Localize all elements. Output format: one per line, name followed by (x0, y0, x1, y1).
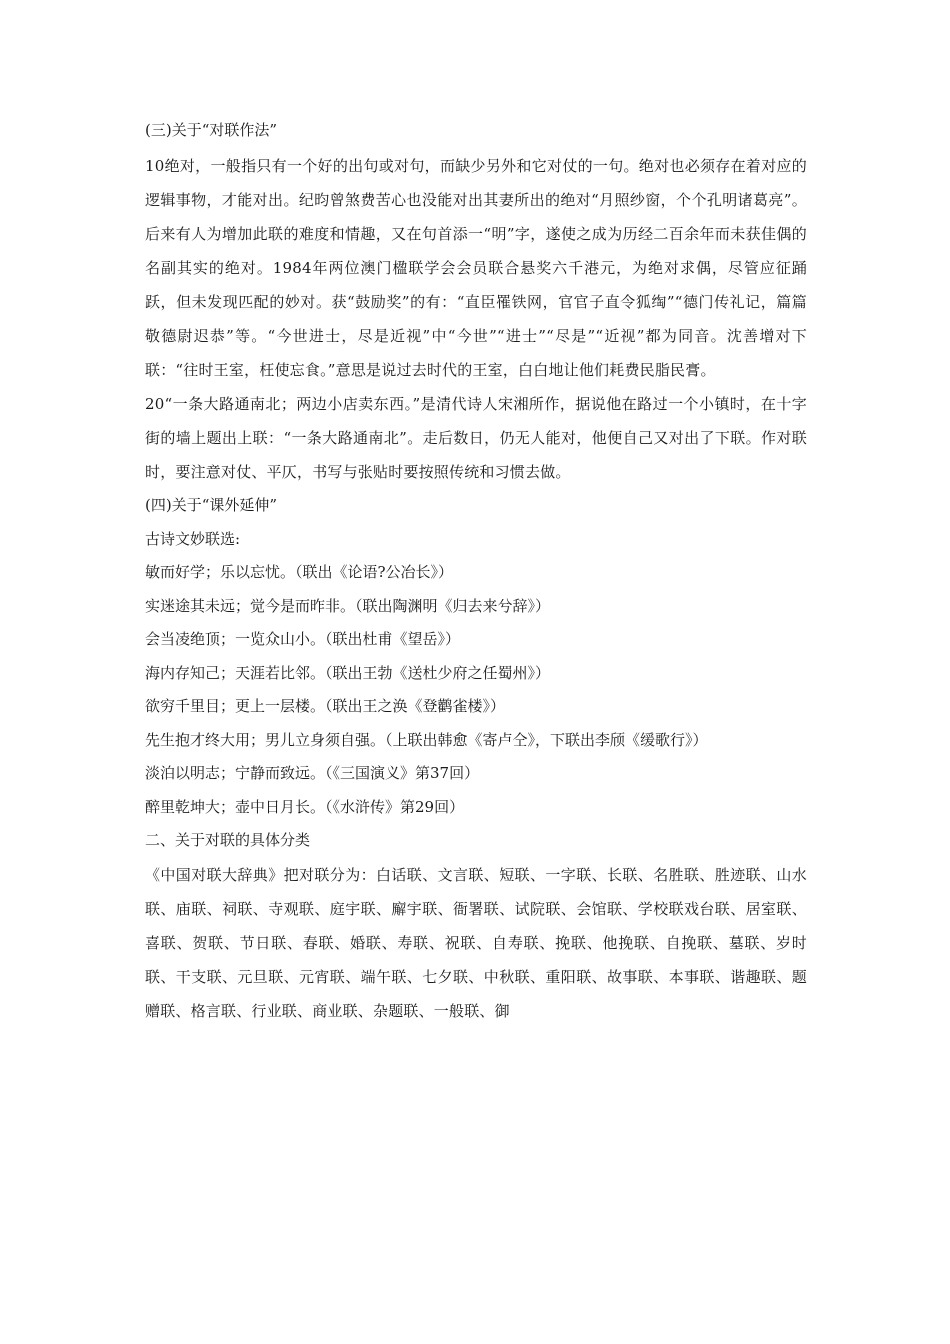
section3-paragraph-1: 10绝对，一般指只有一个好的出句或对句，而缺少另外和它对仗的一句。绝对也必须存在着对应的逻辑事物，才能对出。纪昀曾煞费苦心也没能对出其妻所出的绝对“月照纱窗，个个孔明诸葛亮”。后来有人为增加此联的难度和情趣，又在句首添一“明”字，遂使之成为历经二百余年而未获佳偶的名副其实的绝对。1984年两位澳门楹联学会会员联合悬奖六千港元，为绝对求偶，尽管应征踊跃，但未发现匹配的妙对。获“鼓励奖”的有：“直臣罹铁网，官官子直令狐绹”“德门传礼记，篇篇敬德尉迟恭”等。“今世进士，尽是近视”中“今世”“进士”“尽是”“近视”都为同音。沈善增对下联：“往时王室，枉使忘食。”意思是说过去时代的王室，白白地让他们耗费民脂民膏。 (145, 157, 807, 379)
section4-subheading: 古诗文妙联选: (145, 529, 241, 548)
couplet-item: 欲穷千里目；更上一层楼。（联出王之涣《登鹳雀楼》） (145, 697, 506, 715)
couplet-item: 先生抱才终大用；男儿立身须自强。（上联出韩愈《寄卢仝》，下联出李颀《缓歌行》） (145, 730, 708, 749)
section3-heading: (三)关于“对联作法” (145, 121, 278, 139)
couplet-item: 醉里乾坤大；壶中日月长。（《水浒传》第29回） (145, 797, 465, 816)
document-page (145, 117, 807, 1028)
couplet-item: 敏而好学；乐以忘忧。（联出《论语?公冶长》） (145, 563, 454, 581)
section3-paragraph-2: 20“一条大路通南北；两边小店卖东西。”是清代诗人宋湘所作，据说他在路过一个小镇时，在十字街的墙上题出上联：“一条大路通南北”。走后数日，仍无人能对，他便自己又对出了下联。作对联时，要注意对仗、平仄，书写与张贴时要按照传统和习惯去做。 (145, 395, 807, 481)
section4-heading: (四)关于“课外延伸” (145, 496, 278, 514)
part2-heading: 二、关于对联的具体分类 (145, 831, 311, 849)
couplet-item: 淡泊以明志；宁静而致远。（《三国演义》第37回） (145, 764, 480, 782)
couplet-item: 海内存知己；天涯若比邻。（联出王勃《送杜少府之任蜀州》） (145, 663, 551, 682)
couplet-item: 会当凌绝顶；一览众山小。（联出杜甫《望岳》） (145, 630, 461, 648)
part2-paragraph: 《中国对联大辞典》把对联分为：白话联、文言联、短联、一字联、长联、名胜联、胜迹联、山水联、庙联、祠联、寺观联、庭宇联、廨宇联、衙署联、试院联、会馆联、学校联戏台联、居室联、喜联、贺联、节日联、春联、婚联、寿联、祝联、自寿联、挽联、他挽联、自挽联、墓联、岁时联、干支联、元旦联、元宵联、端午联、七夕联、中秋联、重阳联、故事联、本事联、谐趣联、题赠联、格言联、行业联、商业联、杂题联、一般联、御 (145, 865, 807, 1020)
couplet-list (145, 556, 807, 824)
couplet-item: 实迷途其未远；觉今是而昨非。（联出陶渊明《归去来兮辞》） (145, 596, 551, 615)
